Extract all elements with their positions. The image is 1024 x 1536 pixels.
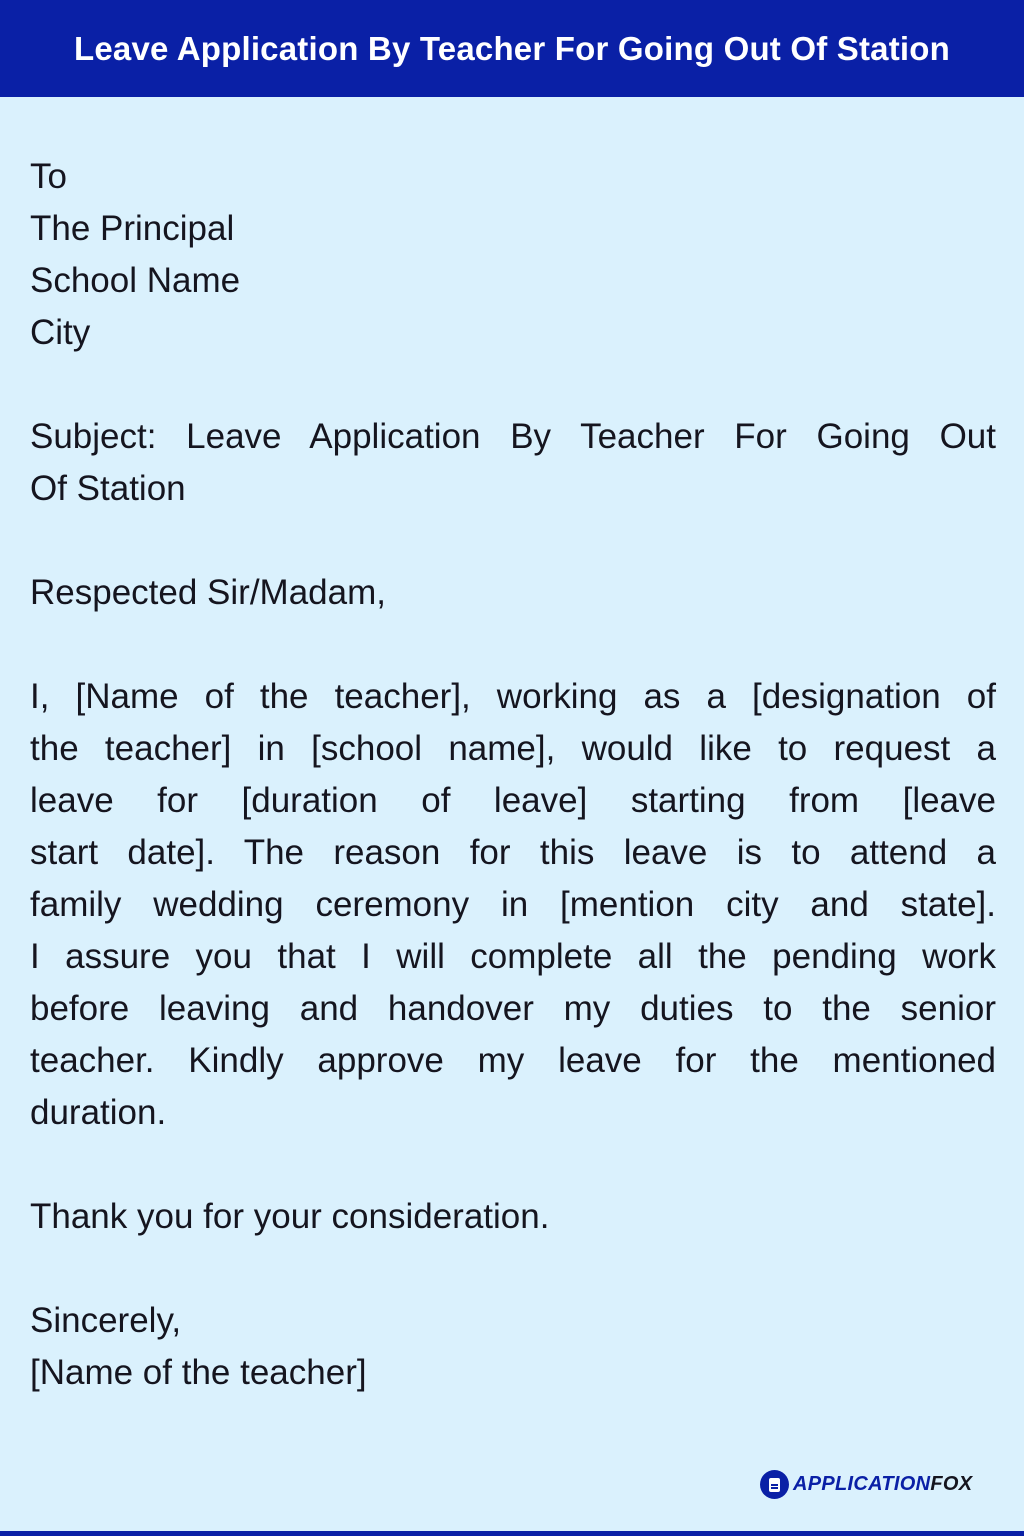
body-line: before leaving and handover my duties to the senior [30, 989, 996, 1028]
document-icon [760, 1470, 789, 1499]
letter-body [30, 151, 996, 1399]
salutation: Respected Sir/Madam, [30, 573, 386, 612]
body-line: duration. [30, 1093, 167, 1132]
page-title: Leave Application By Teacher For Going Out Of Station [73, 29, 951, 67]
body-line: teacher. Kindly approve my leave for the mentioned [30, 1041, 996, 1080]
subject-line: Subject: Leave Application By Teacher For Going Out [30, 417, 996, 456]
logo-text-fox: FOX [930, 1473, 973, 1495]
thanks-line: Thank you for your consideration. [30, 1197, 550, 1236]
body-line: the teacher] in [school name], would like to request a [30, 729, 996, 768]
address-line: City [30, 313, 91, 352]
address-line: To [30, 157, 67, 196]
header-banner [0, 0, 1024, 97]
address-line: School Name [30, 261, 241, 300]
applicationfox-logo [760, 1470, 972, 1499]
body-line: leave for [duration of leave] starting from [leave [30, 781, 996, 820]
footer-bar [0, 1531, 1024, 1536]
address-line: The Principal [30, 209, 235, 248]
body-line: start date]. The reason for this leave is to attend a [30, 833, 996, 872]
body-line: I assure you that I will complete all the pending work [30, 937, 996, 976]
logo-text-application: APPLICATION [793, 1473, 931, 1495]
closing: Sincerely, [30, 1301, 182, 1340]
body-line: I, [Name of the teacher], working as a [designation of [30, 677, 996, 716]
body-line: family wedding ceremony in [mention city and state]. [30, 885, 996, 924]
subject-line: Of Station [30, 469, 186, 508]
signature: [Name of the teacher] [30, 1353, 367, 1392]
